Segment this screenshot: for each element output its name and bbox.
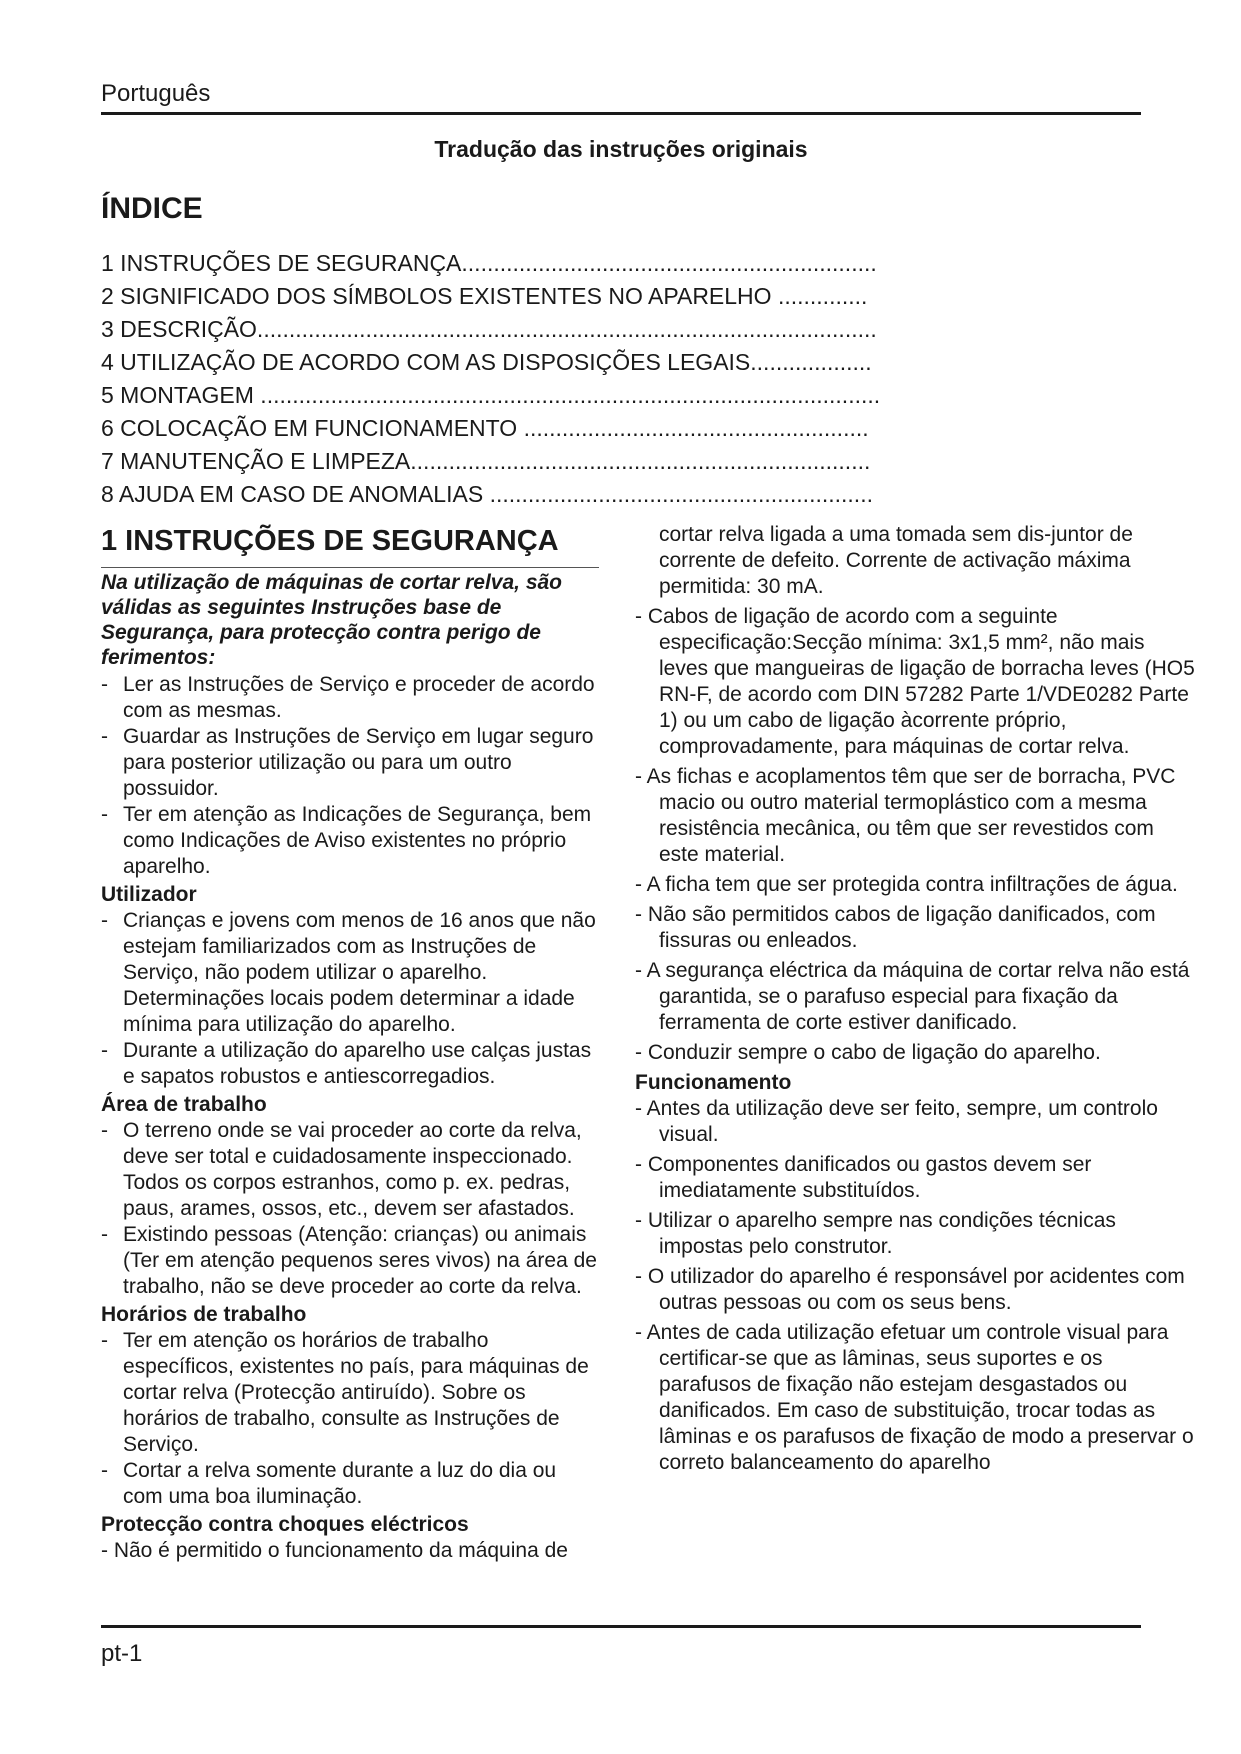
list-item: - As fichas e acoplamentos têm que ser de borracha, PVC macio ou outro material termoplástico com a mesma resistência mecânica, ou têm que ser revestidos com este material. <box>635 765 1176 866</box>
list-item: - Cortar a relva somente durante a luz do dia ou com uma boa iluminação. <box>101 1459 557 1508</box>
list-item: - Componentes danificados ou gastos devem ser imediatamente substituídos. <box>635 1153 1092 1202</box>
subheading-electric-shock: Protecção contra choques eléctricos <box>101 1513 469 1536</box>
toc-item[interactable]: 4 UTILIZAÇÃO DE ACORDO COM AS DISPOSIÇÕES LEGAIS................... <box>101 349 872 375</box>
document-subtitle: Tradução das instruções originais <box>434 136 808 162</box>
toc-item[interactable]: 8 AJUDA EM CASO DE ANOMALIAS ............................................................ <box>101 481 873 507</box>
list-item-continued: cortar relva ligada a uma tomada sem dis-juntor de corrente de defeito. Corrente de activação máxima permitida: 30 mA. <box>659 523 1133 598</box>
list-item: - A ficha tem que ser protegida contra infiltrações de água. <box>635 873 1178 896</box>
list-item: - Durante a utilização do aparelho use calças justas e sapatos robustos e antiescorregadios. <box>101 1039 592 1088</box>
section-rule <box>101 567 599 568</box>
toc-item[interactable]: 7 MANUTENÇÃO E LIMPEZA........................................................................ <box>101 448 871 474</box>
list-item: - Guardar as Instruções de Serviço em lugar seguro para posterior utilização ou para um outro possuidor. <box>101 725 594 800</box>
list-item: - A segurança eléctrica da máquina de cortar relva não está garantida, se o parafuso especial para fixação da ferramenta de corte estiver danificado. <box>635 959 1190 1034</box>
list-item: - Antes de cada utilização efetuar um controle visual para certificar-se que as lâminas, seus suportes e os parafusos de fixação não estejam desgastados ou danificados. Em caso de substituição, trocar todas as lâminas e os parafusos de fixação de modo a preservar o correto balanceamento do aparelho <box>635 1321 1194 1474</box>
list-item: - Não são permitidos cabos de ligação danificados, com fissuras ou enleados. <box>635 903 1156 952</box>
toc-item[interactable]: 6 COLOCAÇÃO EM FUNCIONAMENTO ...................................................... <box>101 415 869 441</box>
list-item: - O terreno onde se vai proceder ao corte da relva, deve ser total e cuidadosamente inspeccionado. Todos os corpos estranhos, como p. ex. pedras, paus, arames, ossos, etc., devem ser afastados. <box>101 1119 582 1220</box>
list-item: - Ler as Instruções de Serviço e proceder de acordo com as mesmas. <box>101 673 595 722</box>
list-item: - O utilizador do aparelho é responsável por acidentes com outras pessoas ou com os seus bens. <box>635 1265 1185 1314</box>
toc-item[interactable]: 2 SIGNIFICADO DOS SÍMBOLOS EXISTENTES NO APARELHO .............. <box>101 283 868 309</box>
list-item: - Cabos de ligação de acordo com a seguinte especificação:Secção mínima: 3x1,5 mm², não mais leves que mangueiras de ligação de borracha leves (HO5 RN-F, de acordo com DIN 57282 Parte 1/VDE0282 Parte 1) ou um cabo de ligação àcorrente próprio, comprovadamente, para máquinas de cortar relva. <box>635 605 1195 758</box>
toc-heading: ÍNDICE <box>101 192 203 225</box>
header-rule <box>101 112 1141 115</box>
right-column <box>635 522 1195 1480</box>
subheading-work-area: Área de trabalho <box>101 1093 267 1116</box>
list-item: - Conduzir sempre o cabo de ligação do aparelho. <box>635 1041 1101 1064</box>
left-column <box>101 570 601 1564</box>
safety-intro: Na utilização de máquinas de cortar relva, são válidas as seguintes Instruções base de Segurança, para protecção contra perigo de ferimentos: <box>101 571 563 669</box>
language-label: Português <box>101 80 211 107</box>
toc-item[interactable]: 5 MONTAGEM ................................................................................................. <box>101 382 881 408</box>
footer-rule <box>101 1625 1141 1628</box>
subheading-user: Utilizador <box>101 883 197 906</box>
page-number: pt-1 <box>101 1640 143 1667</box>
list-item: - Ter em atenção os horários de trabalho específicos, existentes no país, para máquinas de cortar relva (Protecção antiruído). Sobre os horários de trabalho, consulte as Instruções de Serviço. <box>101 1329 589 1456</box>
list-item: - Antes da utilização deve ser feito, sempre, um controlo visual. <box>635 1097 1158 1146</box>
list-item: - Não é permitido o funcionamento da máquina de <box>101 1539 568 1562</box>
toc-item[interactable]: 3 DESCRIÇÃO................................................................................................. <box>101 316 877 342</box>
list-item: - Utilizar o aparelho sempre nas condições técnicas impostas pelo construtor. <box>635 1209 1116 1258</box>
section-heading: 1 INSTRUÇÕES DE SEGURANÇA <box>101 525 559 557</box>
toc-item[interactable]: 1 INSTRUÇÕES DE SEGURANÇA................................................................. <box>101 250 877 276</box>
list-item: - Crianças e jovens com menos de 16 anos que não estejam familiarizados com as Instruções de Serviço, não podem utilizar o aparelho. Determinações locais podem determinar a idade mínima para utilização do aparelho. <box>101 909 596 1036</box>
list-item: - Ter em atenção as Indicações de Segurança, bem como Indicações de Aviso existentes no próprio aparelho. <box>101 803 592 878</box>
list-item: - Existindo pessoas (Atenção: crianças) ou animais (Ter em atenção pequenos seres vivos) na área de trabalho, não se deve proceder ao corte da relva. <box>101 1223 597 1298</box>
subheading-operation: Funcionamento <box>635 1071 792 1094</box>
subheading-work-hours: Horários de trabalho <box>101 1303 307 1326</box>
